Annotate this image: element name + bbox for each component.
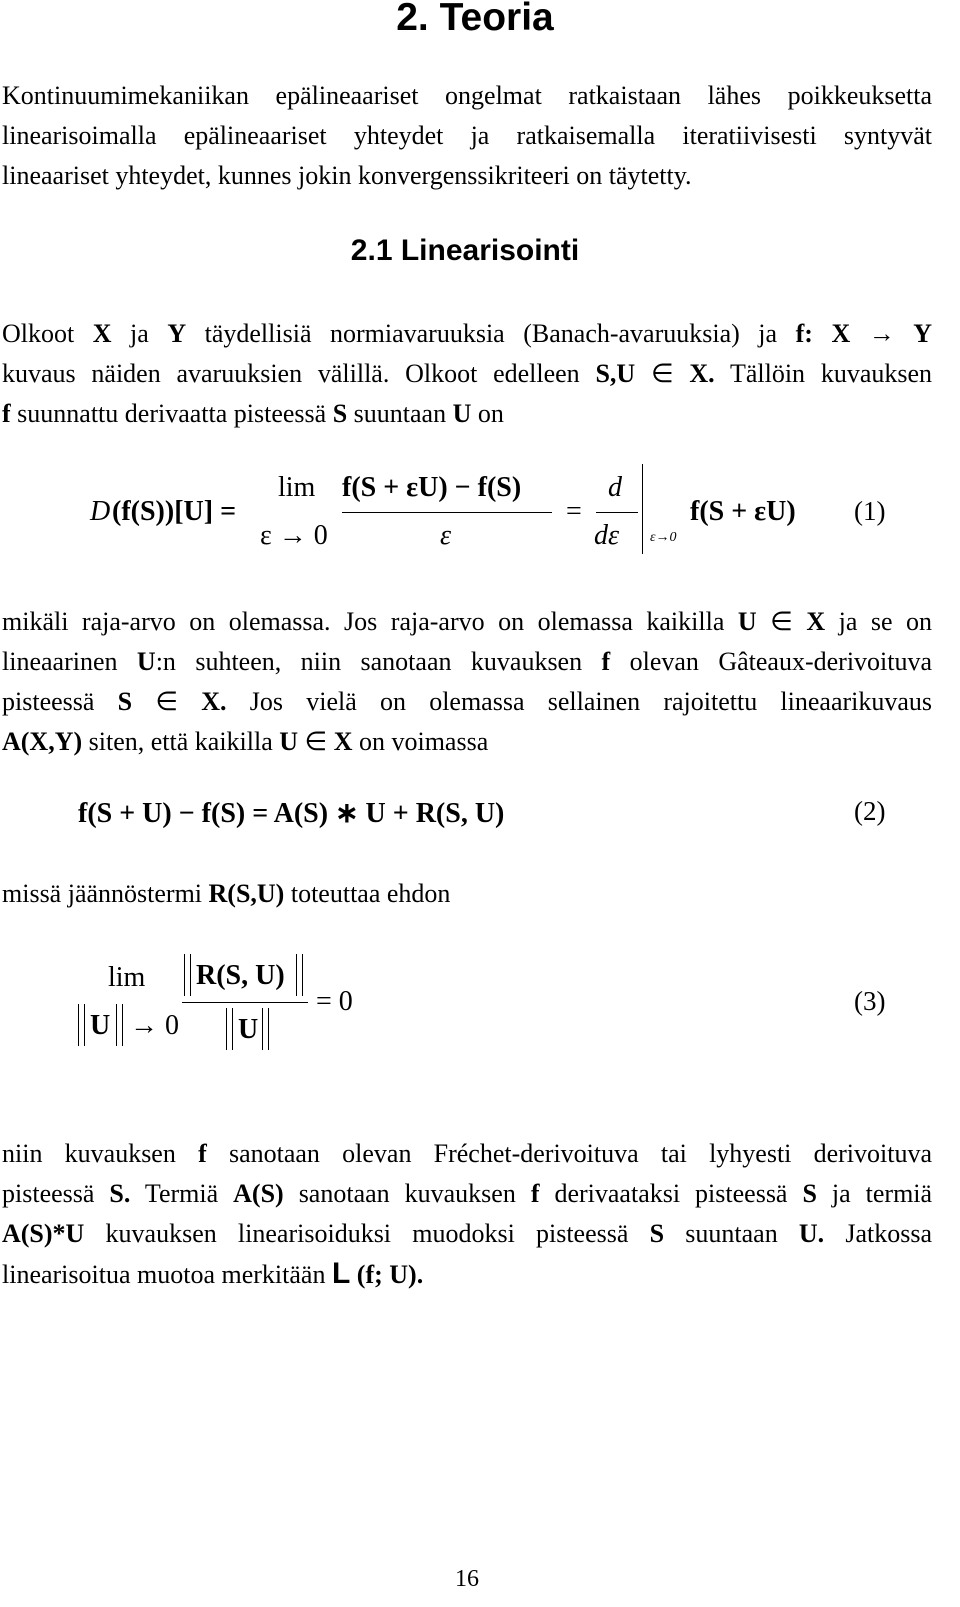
eq3-norm-right-b [122,1004,123,1046]
eq1-deps: dε [594,520,620,551]
remainder-paragraph [2,874,932,914]
eq1-rhs: f(S + εU) [690,496,796,527]
eq1-fraction-bar [342,512,552,513]
def-line-3: f suunnattu derivaatta pisteessä S suuntaan U on [2,399,504,428]
intro-line-1: Kontinuumimekaniikan epälineaariset ongelmat ratkaistaan lähes poikkeuksetta [2,81,932,110]
eq1-deriv-bar [596,512,638,513]
eq1-denominator: ε [440,520,452,551]
eq3-den-norm-l2 [232,1008,233,1050]
gateaux-paragraph [2,602,932,762]
eq3-sub-U: U [90,1010,111,1041]
equation-2 [0,796,960,840]
eq1-eval-bar [642,464,643,554]
eq1-equals: = [566,496,582,527]
eq3-num-norm-l1 [184,954,185,996]
gat-line-2: lineaarinen U:n suhteen, niin sanotaan kuvauksen f olevan Gâteaux-derivoituva [2,647,933,676]
definition-paragraph [2,314,932,434]
eq2-body: f(S + U) − f(S) = A(S) ∗ U + R(S, U) [78,798,505,829]
page-title: 2. Teoria [396,0,554,39]
intro-paragraph [2,76,932,196]
eq2-number: (2) [854,796,886,826]
fre-line-2: pisteessä S. Termiä A(S) sanotaan kuvauksen f derivaataksi pisteessä S ja termiä [2,1179,933,1208]
eq1-limit-sub: ε → 0 [260,520,328,551]
gat-line-3: pisteessä S ∈ X. Jos vielä on olemassa sellainen rajoitettu lineaarikuvaus [2,687,933,716]
equation-1 [0,460,960,570]
eq1-D: D [90,496,111,527]
fre-line-3: A(S)*U kuvauksen linearisoiduksi muodoksi pisteessä S suuntaan U. Jatkossa [2,1219,933,1248]
eq3-denominator: U [238,1014,259,1045]
eq1-d: d [608,472,622,503]
eq3-norm-left-a [78,1004,79,1046]
eq3-sub-arrow: → 0 [130,1010,179,1041]
eq3-fraction-bar [182,1002,308,1003]
eq3-numerator: R(S, U) [196,960,285,991]
eq3-norm-left-b [84,1004,85,1046]
eq3-lim: lim [108,962,146,993]
fre-line-1: niin kuvauksen f sanotaan olevan Fréchet-derivoituva tai lyhyesti derivoituva [2,1139,933,1168]
intro-line-2: linearisoimalla epälineaariset yhteydet ja ratkaisemalla iteratiivisesti syntyvät [2,121,932,150]
intro-line-3: lineaariset yhteydet, kunnes jokin konvergenssikriteeri on täytetty. [2,161,692,190]
linearization-operator-L: L [331,1257,351,1290]
fre-line-4: linearisoitua muotoa merkitään L (f; U). [2,1257,424,1290]
eq3-rhs: = 0 [316,986,353,1017]
eq1-lim: lim [278,472,316,503]
eq3-num-norm-l2 [190,954,191,996]
eq3-den-norm-l1 [226,1008,227,1050]
eq3-den-norm-r1 [262,1008,263,1050]
eq3-norm-right-a [116,1004,117,1046]
eq1-numerator: f(S + εU) − f(S) [342,472,522,503]
eq1-lhs: (f(S))[U] = [112,496,237,527]
page-number: 16 [455,1566,479,1592]
eq3-num-norm-r1 [296,954,297,996]
def-line-1: Olkoot X ja Y täydellisiä normiavaruuksia (Banach-avaruuksia) ja f: X → Y [2,319,933,348]
rem-line: missä jäännöstermi R(S,U) toteuttaa ehdon [2,879,451,908]
eq1-number: (1) [854,496,886,526]
gat-line-1: mikäli raja-arvo on olemassa. Jos raja-arvo on olemassa kaikilla U ∈ X ja se on [2,607,933,636]
equation-3 [0,950,960,1060]
gat-line-4: A(X,Y) siten, että kaikilla U ∈ X on voimassa [2,727,489,756]
eq1-eval-sub: ε→0 [650,530,677,545]
section-heading: 2.1 Linearisointi [350,234,580,267]
eq3-num-norm-r2 [302,954,303,996]
eq3-number: (3) [854,986,886,1016]
frechet-paragraph [2,1134,932,1294]
def-line-2: kuvaus näiden avaruuksien välillä. Olkoot edelleen S,U ∈ X. Tällöin kuvauksen [2,359,933,388]
eq3-den-norm-r2 [268,1008,269,1050]
